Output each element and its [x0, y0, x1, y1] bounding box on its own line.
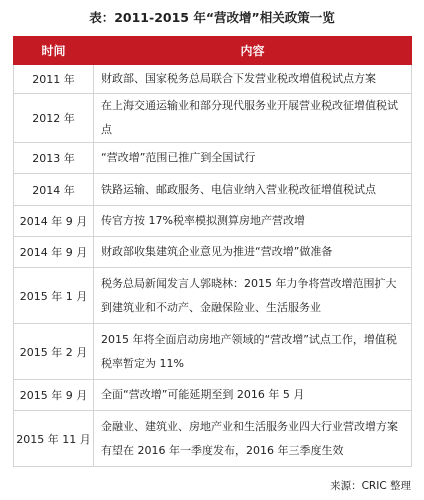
row-time: 2015 年 9 月: [14, 380, 94, 411]
table-row: [14, 94, 412, 143]
table-row: [14, 268, 412, 324]
row-time: 2012 年: [14, 94, 94, 143]
table-header-row: [14, 37, 412, 65]
table-title: 表：2011-2015 年“营改增”相关政策一览: [89, 10, 335, 25]
table-row: [14, 324, 412, 380]
header-time: 时间: [14, 37, 94, 65]
row-content: 铁路运输、邮政服务、电信业纳入营业税改征增值税试点: [94, 174, 412, 206]
row-time: 2011 年: [14, 65, 94, 94]
row-content: 金融业、建筑业、房地产业和生活服务业四大行业营改增方案有望在 2016 年一季度发布，2016 年三季度生效: [94, 411, 412, 467]
row-time: 2015 年 2 月: [14, 324, 94, 380]
row-time: 2015 年 1 月: [14, 268, 94, 324]
source-note: 来源：CRIC 整理: [330, 480, 411, 492]
row-content: 财政部收集建筑企业意见为推进“营改增”做准备: [94, 237, 412, 268]
row-content: 在上海交通运输业和部分现代服务业开展营业税改征增值税试点: [94, 94, 412, 143]
row-time: 2014 年: [14, 174, 94, 206]
row-content: 税务总局新闻发言人郭晓林：2015 年力争将营改增范围扩大到建筑业和不动产、金融保险业、生活服务业: [94, 268, 412, 324]
row-time: 2015 年 11 月: [14, 411, 94, 467]
row-content: 财政部、国家税务总局联合下发营业税改增值税试点方案: [94, 65, 412, 94]
table-row: [14, 380, 412, 411]
table-row: [14, 411, 412, 467]
table-row: [14, 237, 412, 268]
row-content: “营改增”范围已推广到全国试行: [94, 143, 412, 174]
table-row: [14, 174, 412, 206]
row-content: 2015 年将全面启动房地产领域的“营改增”试点工作，增值税税率暂定为 11%: [94, 324, 412, 380]
table-row: [14, 206, 412, 237]
table-row: [14, 65, 412, 94]
header-content: 内容: [94, 37, 412, 65]
row-content: 传官方按 17%税率模拟测算房地产营改增: [94, 206, 412, 237]
row-time: 2014 年 9 月: [14, 237, 94, 268]
policy-table: [13, 36, 412, 467]
row-time: 2013 年: [14, 143, 94, 174]
table-row: [14, 143, 412, 174]
row-content: 全面“营改增”可能延期至到 2016 年 5 月: [94, 380, 412, 411]
row-time: 2014 年 9 月: [14, 206, 94, 237]
